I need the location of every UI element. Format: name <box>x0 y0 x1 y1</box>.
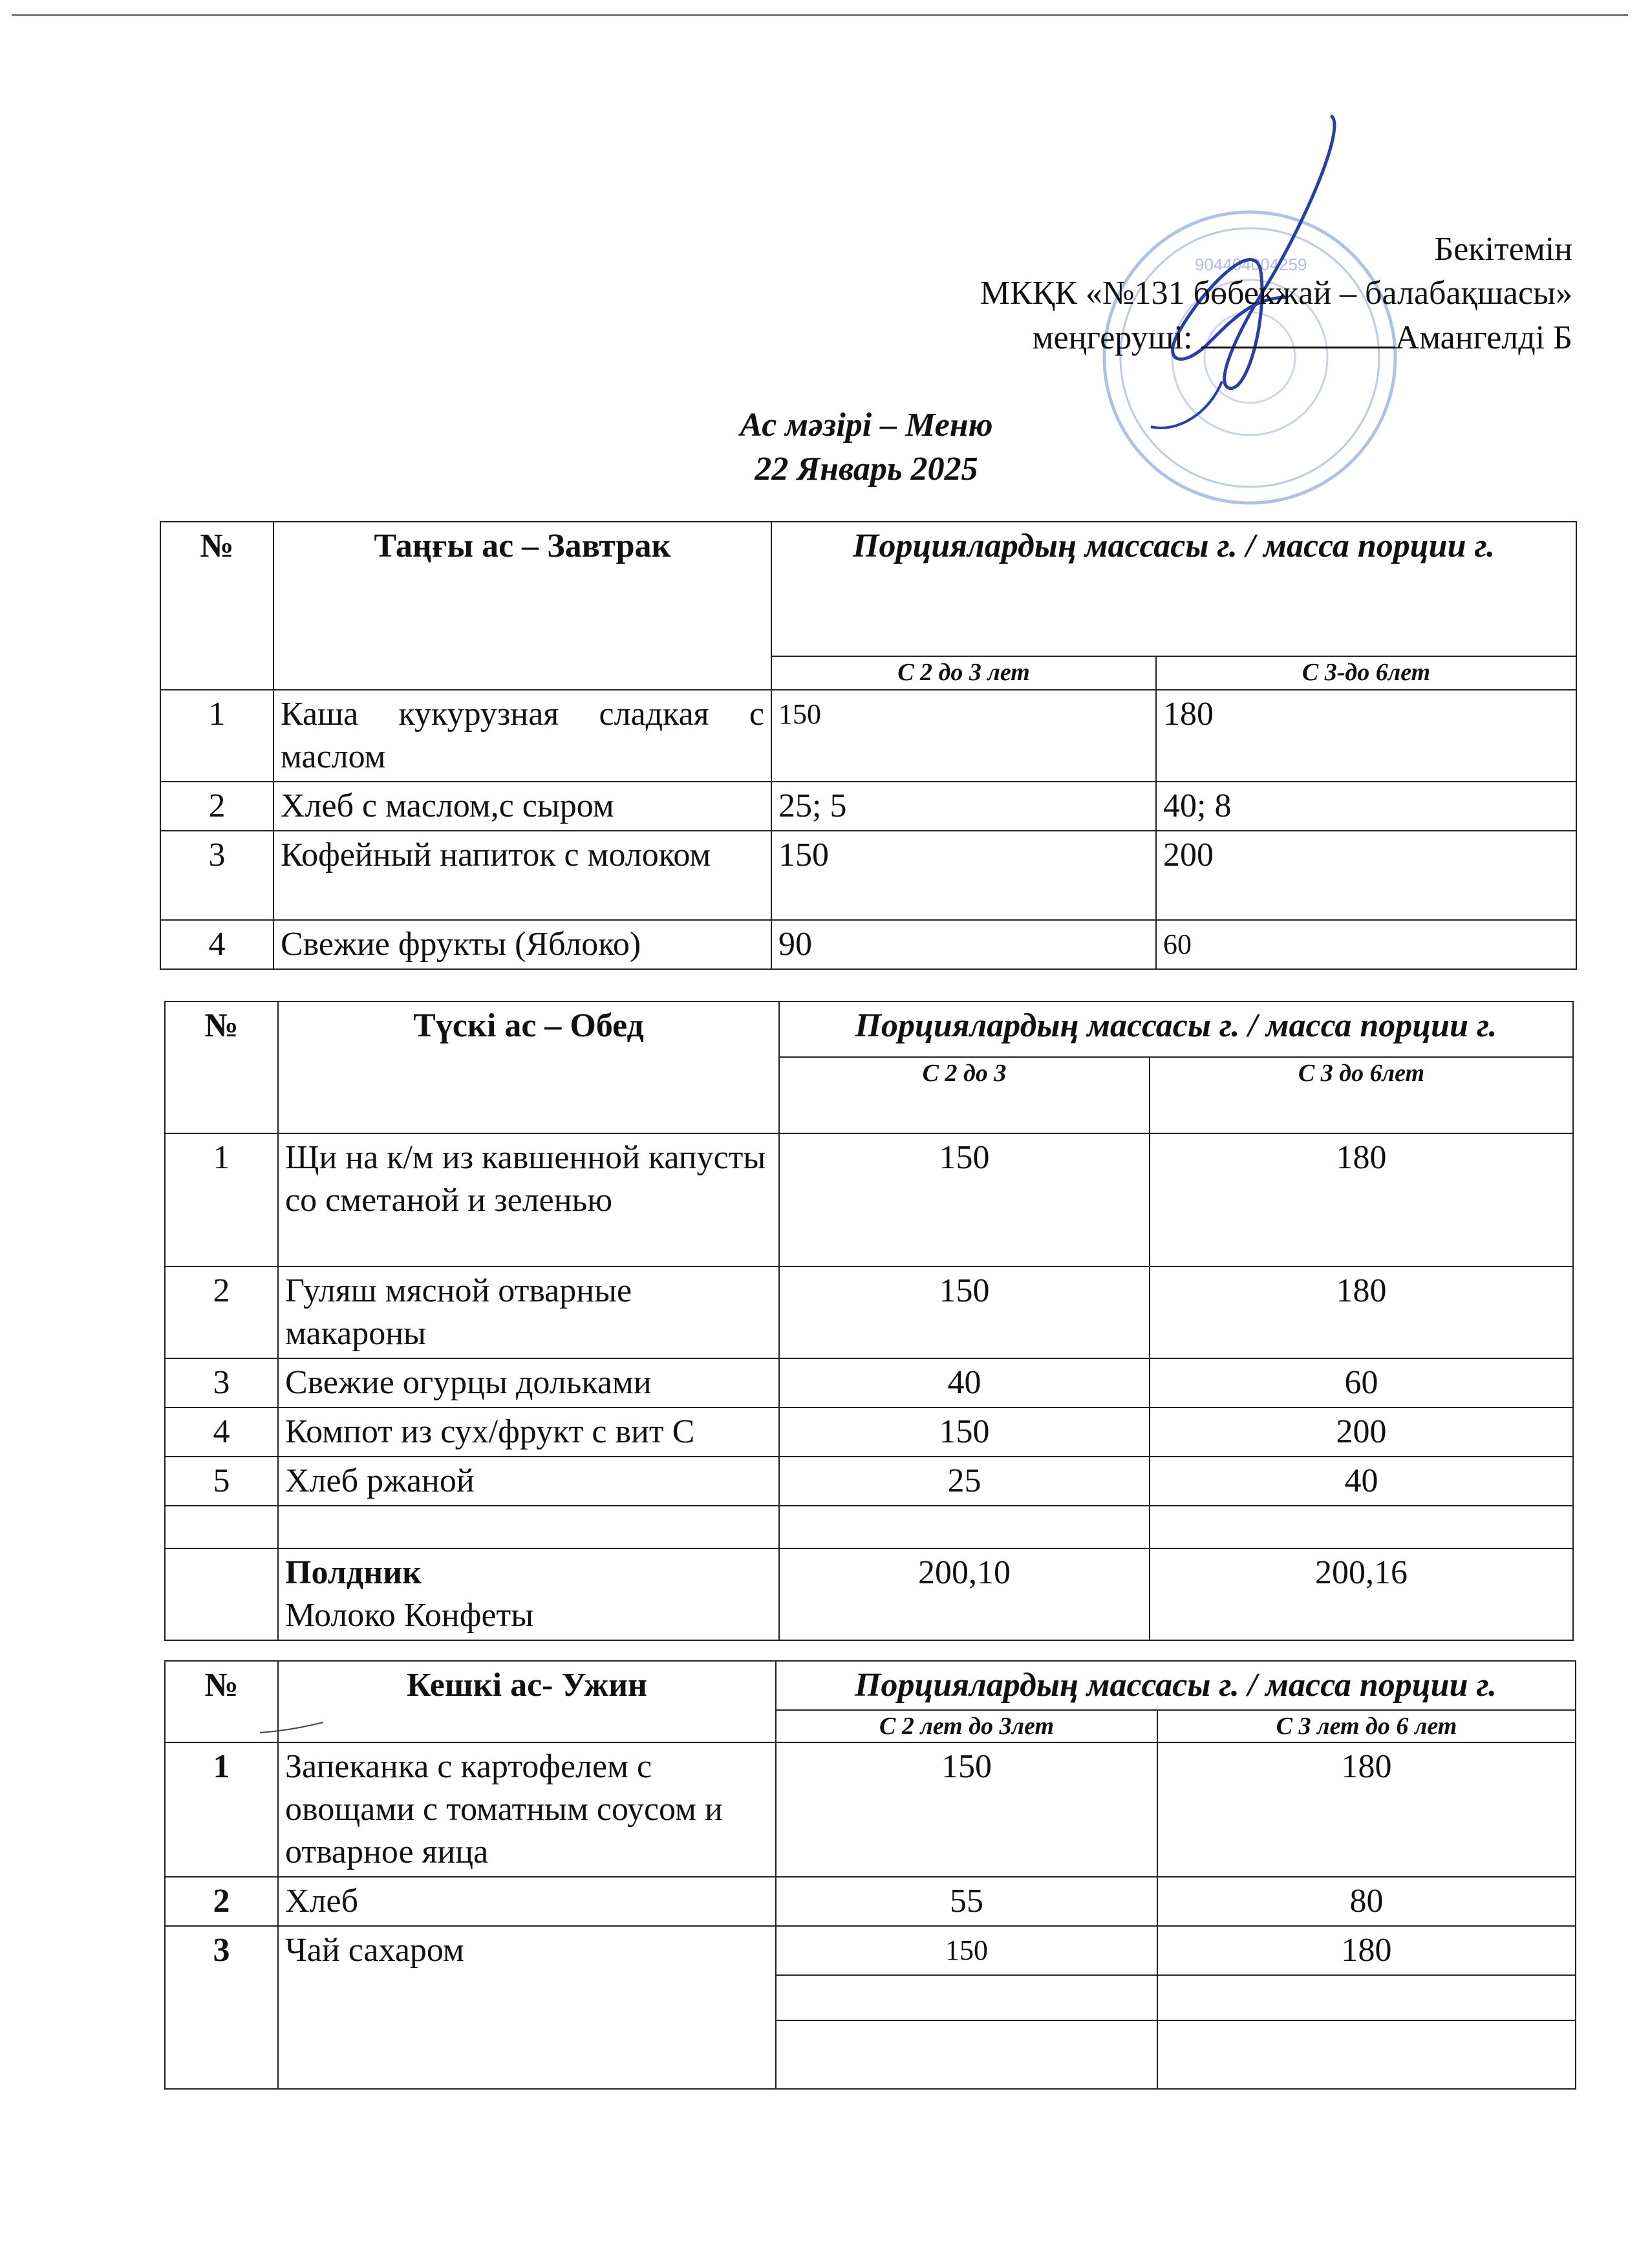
table-row <box>160 831 1576 920</box>
portion-2-3: 90 <box>771 920 1156 969</box>
afternoon-snack-title: Полдник <box>285 1554 422 1591</box>
portion-3-6: 40; 8 <box>1156 782 1576 831</box>
portion-3-6: 180 <box>1150 1267 1573 1358</box>
portion-3-6: 80 <box>1157 1877 1576 1926</box>
afternoon-snack-row <box>165 1548 1573 1640</box>
dish-name: Хлеб ржаной <box>278 1457 779 1506</box>
empty-cell <box>776 1975 1157 2020</box>
table-row <box>165 1133 1573 1267</box>
number-header: № <box>165 1001 278 1133</box>
age-group-3-6: С 3-до 6лет <box>1156 656 1576 690</box>
svg-text:904404004259: 904404004259 <box>1195 255 1307 274</box>
portion-mass-header: Порциялардың массасы г. / масса порции г. <box>776 1661 1576 1710</box>
dish-name: Кофейный напиток с молоком <box>273 831 771 920</box>
table-row <box>165 1742 1576 1877</box>
scan-top-border <box>12 14 1628 16</box>
approval-block <box>980 228 1572 360</box>
row-number: 2 <box>165 1267 278 1358</box>
row-number: 1 <box>160 690 273 782</box>
dish-name: Свежие огурцы дольками <box>278 1358 779 1407</box>
approval-organization: МКҚК «№131 бөбекжай – балабақшасы» <box>980 275 1572 312</box>
portion-3-6: 200 <box>1156 831 1576 920</box>
portion-3-6: 180 <box>1157 1926 1576 1975</box>
dinner-table <box>164 1660 1576 2090</box>
table-row <box>165 1457 1573 1506</box>
row-number: 3 <box>165 1926 278 2089</box>
portion-3-6: 200,16 <box>1150 1548 1573 1640</box>
age-group-2-3: С 2 лет до 3лет <box>776 1710 1157 1742</box>
empty-cell <box>1150 1506 1573 1548</box>
empty-cell <box>776 2020 1157 2089</box>
table-row <box>165 1926 1576 1975</box>
number-header: № <box>160 522 273 690</box>
dish-name: Хлеб <box>278 1877 776 1926</box>
portion-2-3: 150 <box>771 831 1156 920</box>
menu-date: 22 Январь 2025 <box>755 451 978 487</box>
afternoon-snack-cell <box>278 1548 779 1640</box>
table-row <box>160 782 1576 831</box>
row-number: 5 <box>165 1457 278 1506</box>
dish-name: Хлеб с маслом,с сыром <box>273 782 771 831</box>
lunch-header: Түскі ас – Обед <box>278 1001 779 1133</box>
row-number: 1 <box>165 1133 278 1267</box>
portion-2-3: 200,10 <box>779 1548 1150 1640</box>
row-number: 2 <box>165 1877 278 1926</box>
portion-2-3: 150 <box>779 1133 1150 1267</box>
age-group-3-6: С 3 лет до 6 лет <box>1157 1710 1576 1742</box>
portion-2-3: 150 <box>776 1742 1157 1877</box>
table-row <box>165 1877 1576 1926</box>
dinner-header: Кешкі ас- Ужин <box>278 1661 776 1742</box>
dish-name: Чай сахаром <box>278 1926 776 2089</box>
empty-cell <box>1157 2020 1576 2089</box>
breakfast-header: Таңғы ас – Завтрак <box>273 522 771 690</box>
dish-name: Свежие фрукты (Яблоко) <box>273 920 771 969</box>
portion-2-3: 150 <box>779 1267 1150 1358</box>
row-number: 4 <box>165 1407 278 1457</box>
portion-3-6: 180 <box>1156 690 1576 782</box>
dish-name: Запеканка с картофелем с овощами с томатным соусом и отварное яица <box>278 1742 776 1877</box>
dish-name: Компот из сух/фрукт с вит С <box>278 1407 779 1457</box>
dish-name: Щи на к/м из кавшенной капусты со сметаной и зеленью <box>278 1133 779 1267</box>
table-row <box>160 920 1576 969</box>
portion-2-3: 25; 5 <box>771 782 1156 831</box>
row-number: 2 <box>160 782 273 831</box>
table-row <box>165 1358 1573 1407</box>
portion-3-6: 40 <box>1150 1457 1573 1506</box>
row-number: 3 <box>160 831 273 920</box>
signature-line <box>1201 316 1395 348</box>
pen-mark <box>259 1720 330 1735</box>
breakfast-table <box>160 521 1577 970</box>
table-row <box>160 690 1576 782</box>
empty-cell <box>165 1506 278 1548</box>
age-group-3-6: С 3 до 6лет <box>1150 1057 1573 1133</box>
portion-mass-header: Порциялардың массасы г. / масса порции г. <box>779 1001 1573 1057</box>
empty-cell <box>278 1506 779 1548</box>
dish-name: Каша кукурузная сладкая с маслом <box>273 690 771 782</box>
afternoon-snack-items: Молоко Конфеты <box>285 1597 534 1634</box>
table-row <box>165 1267 1573 1358</box>
approval-line3 <box>980 316 1572 360</box>
approval-name: Амангелді Б <box>1395 319 1572 356</box>
empty-row <box>165 1506 1573 1548</box>
portion-2-3: 150 <box>776 1926 1157 1975</box>
dish-name: Гуляш мясной отварные макароны <box>278 1267 779 1358</box>
portion-2-3: 150 <box>771 690 1156 782</box>
age-group-2-3: С 2 до 3 <box>779 1057 1150 1133</box>
portion-3-6: 200 <box>1150 1407 1573 1457</box>
number-header: № <box>165 1661 278 1742</box>
table-row <box>165 1407 1573 1457</box>
row-number: 1 <box>165 1742 278 1877</box>
menu-title: Ас мәзірі – Меню <box>740 407 993 444</box>
portion-3-6: 180 <box>1157 1742 1576 1877</box>
age-group-2-3: С 2 до 3 лет <box>771 656 1156 690</box>
portion-mass-header: Порциялардың массасы г. / масса порции г. <box>771 522 1576 656</box>
portion-2-3: 40 <box>779 1358 1150 1407</box>
portion-2-3: 25 <box>779 1457 1150 1506</box>
portion-3-6: 180 <box>1150 1133 1573 1267</box>
portion-3-6: 60 <box>1150 1358 1573 1407</box>
approval-position: меңгеруші: <box>1032 319 1193 356</box>
lunch-table <box>164 1001 1574 1641</box>
portion-3-6: 60 <box>1156 920 1576 969</box>
approval-line1: Бекітемін <box>1434 231 1572 268</box>
empty-cell <box>1157 1975 1576 2020</box>
row-number: 4 <box>160 920 273 969</box>
portion-2-3: 150 <box>779 1407 1150 1457</box>
row-number: 3 <box>165 1358 278 1407</box>
empty-cell <box>165 1548 278 1640</box>
portion-2-3: 55 <box>776 1877 1157 1926</box>
empty-cell <box>779 1506 1150 1548</box>
